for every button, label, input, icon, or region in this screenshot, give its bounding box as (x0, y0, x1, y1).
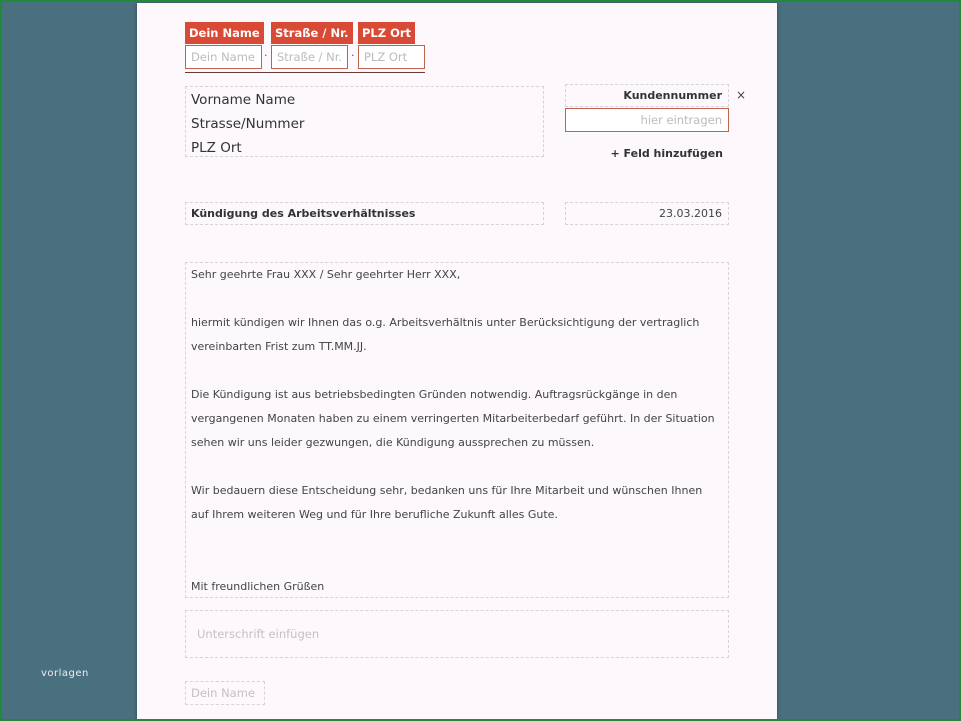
sender-name-tag: Dein Name (185, 22, 264, 44)
body-text-line: hiermit kündigen wir Ihnen das o.g. Arbeitsverhältnis unter Berücksichtigung der vertraglich (191, 316, 700, 329)
body-text-line: vergangenen Monaten haben zu einem verringerten Mitarbeiterbedarf geführt. In der Situation (191, 412, 715, 425)
recipient-street: Strasse/Nummer (191, 116, 305, 132)
recipient-address-box[interactable] (185, 86, 544, 157)
recipient-city: PLZ Ort (191, 140, 242, 156)
sender-name-field[interactable]: Dein Name (185, 681, 265, 705)
closing-text: Mit freundlichen Grüßen (191, 580, 325, 593)
body-text-line: Wir bedauern diese Entscheidung sehr, bedanken uns für Ihre Mitarbeit und wünschen Ihnen (191, 484, 703, 497)
sender-street-tag: Straße / Nr. (271, 22, 353, 44)
remove-field-icon[interactable]: × (736, 88, 747, 102)
body-text-line: Die Kündigung ist aus betriebsbedingten Gründen notwendig. Auftragsrückgänge in den (191, 388, 678, 401)
separator-dot: · (264, 49, 268, 62)
sender-street-input[interactable]: Straße / Nr. (271, 45, 348, 69)
sender-city-input[interactable]: PLZ Ort (358, 45, 425, 69)
watermark-text: vorlagen (41, 668, 89, 679)
customer-number-input[interactable]: hier eintragen (565, 108, 729, 132)
sender-name-input[interactable]: Dein Name (185, 45, 262, 69)
separator-dot: · (351, 49, 355, 62)
signature-field[interactable]: Unterschrift einfügen (185, 610, 729, 658)
salutation-text: Sehr geehrte Frau XXX / Sehr geehrter Herr XXX, (191, 268, 461, 281)
body-text-line: sehen wir uns leider gezwungen, die Kündigung aussprechen zu müssen. (191, 436, 595, 449)
add-field-button[interactable]: + Feld hinzufügen (610, 147, 723, 160)
customer-number-label[interactable]: Kundennummer (565, 84, 729, 107)
date-field[interactable]: 23.03.2016 (565, 202, 729, 225)
body-text-line: auf Ihrem weiteren Weg und für Ihre berufliche Zukunft alles Gute. (191, 508, 558, 521)
subject-line[interactable]: Kündigung des Arbeitsverhältnisses (185, 202, 544, 225)
sender-city-tag: PLZ Ort (358, 22, 415, 44)
letter-body[interactable] (185, 262, 729, 598)
sender-underline (185, 72, 425, 73)
recipient-name: Vorname Name (191, 92, 296, 108)
body-text-line: vereinbarten Frist zum TT.MM.JJ. (191, 340, 367, 353)
letter-document (137, 3, 777, 721)
